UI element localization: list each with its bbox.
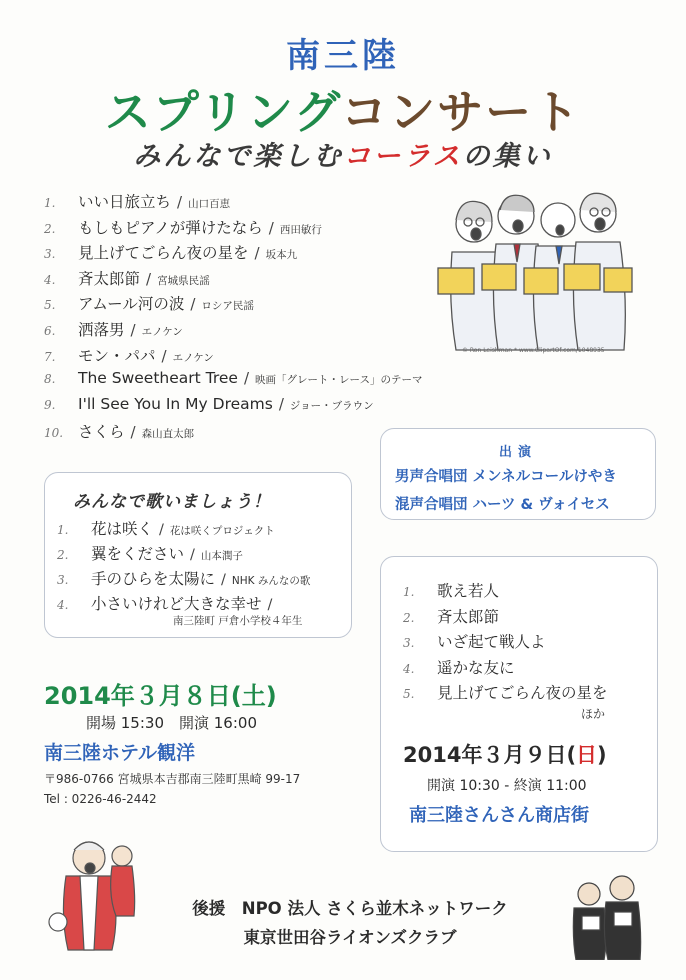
day2-song-item-song: 歌え若人 [437,582,500,600]
singer-illustration-left [46,826,138,952]
program-item-separator: / [130,423,136,442]
program-item [44,369,423,395]
program-item-number: 5. [44,298,56,313]
subtitle-after: の集い [462,141,553,172]
performer-1: 男声合唱団 メンネルコールけやき [395,469,617,485]
program-item-credit: 映画「グレート・レース」のテーマ [255,374,423,387]
day2-box [380,556,658,852]
program-item-song: モン・パパ [78,346,156,365]
program-item-number: 3. [44,247,56,262]
program-item-song: 斉太郎節 [78,269,141,288]
program-item-number: 7. [44,349,56,364]
program-item-separator: / [254,244,260,263]
program-item-separator: / [268,218,274,237]
performers-heading: 出演 [498,445,537,460]
program-item-song: いい日旅立ち [78,193,172,211]
program-item [44,292,423,318]
sing-along-item-number: 2. [57,548,69,562]
day1-date: 2014年３月８日(土) [44,682,277,710]
title-main [0,76,686,142]
subtitle-red: コーラス [343,141,463,172]
program-item-separator: / [177,193,183,211]
program-item [44,190,423,216]
sing-along-item-separator: / [190,547,195,563]
program-item-separator: / [190,295,196,314]
title-main-brown: コンサート [341,85,582,139]
program-item-number: 1. [44,196,56,210]
program-item [44,318,423,344]
day2-song-item-number: 1. [403,585,415,599]
sing-along-item-separator: / [221,572,226,588]
subtitle [0,134,686,173]
program-item-song: アムール河の波 [78,295,185,314]
sing-along-heading: みんなで歌いましょう！ [73,492,271,512]
day2-song-list [403,579,608,707]
program-item-credit: 坂本九 [265,249,298,262]
sing-along-item-separator: / [267,597,273,613]
day2-hoka: ほか [581,707,606,721]
day2-song-item [403,630,608,656]
program-item-number: 4. [44,272,56,287]
sing-along-item-number: 1. [57,523,69,537]
day2-song-item-song: いざ起て戦人よ [437,633,546,652]
program-list [44,190,423,446]
sing-along-item-credit: 山本潤子 [200,550,243,562]
performers-box [380,428,656,520]
sing-along-item-credit: 花は咲くプロジェクト [169,525,275,537]
sponsor-line-1: 後援 NPO 法人 さくら並木ネットワーク [192,899,508,918]
program-item-song: The Sweetheart Tree [78,369,238,388]
program-item-separator: / [278,394,284,413]
day2-song-item-song: 遥かな友に [437,658,515,677]
program-item-separator: / [146,269,152,288]
day2-song-item [403,579,608,605]
day2-date-suffix: ) [597,743,607,767]
sing-along-item-credit: NHK みんなの歌 [231,575,311,587]
sing-along-item-song: 手のひらを太陽に [91,570,216,588]
sing-along-box [44,472,352,638]
day2-song-item-number: 4. [403,661,415,676]
program-item [44,420,423,446]
program-item-credit: エノケン [141,325,183,338]
singer-illustration-right [568,868,644,960]
subtitle-before: みんなで楽しむ [133,141,344,172]
day2-date [403,739,607,769]
program-item [44,344,423,370]
day2-song-item-song: 見上げてごらん夜の星を [437,684,608,703]
sing-along-item [57,542,310,567]
program-item [44,241,423,267]
sing-along-item-song: 花は咲く [91,520,154,538]
program-item-number: 10. [44,426,64,441]
sing-along-item-number: 4. [57,598,69,612]
day2-venue: 南三陸さんさん商店街 [409,805,589,826]
day2-song-item-song: 斉太郎節 [437,607,500,626]
day2-song-item [403,656,608,682]
program-item-song: 洒落男 [78,320,125,339]
program-item-number: 6. [44,323,56,338]
program-item-separator: / [161,346,167,365]
day2-time: 開演 10:30 - 終演 11:00 [427,778,587,794]
day1-tel: Tel : 0226-46-2442 [44,792,157,806]
day2-song-item [403,681,608,707]
day1-venue: 南三陸ホテル観洋 [44,742,196,764]
sing-along-item-song: 小さいけれど大きな幸せ [91,595,262,613]
program-item-credit: ジョー・ブラウン [289,399,374,412]
program-item-song: さくら [78,423,125,442]
program-item-separator: / [243,369,250,388]
program-item-credit: 西田敏行 [279,223,322,236]
sing-along-item [57,567,310,592]
sponsor-line-2: 東京世田谷ライオンズクラブ [243,928,457,947]
sing-along-extra-credit: 南三陸町 戸倉小学校４年生 [173,615,303,627]
program-item-song: もしもピアノが弾けたなら [78,218,263,237]
day1-time: 開場 15:30 開演 16:00 [86,714,257,732]
sing-along-item-separator: / [159,522,164,538]
day2-song-item-number: 5. [403,687,415,702]
title-place: 南三陸 [286,36,400,76]
program-item [44,267,423,293]
sing-along-item-song: 翼をください [91,545,185,563]
sing-along-item-number: 3. [57,573,69,587]
program-item-credit: 山口百恵 [188,198,231,210]
day2-song-item [403,605,608,631]
day2-song-item-number: 2. [403,610,415,625]
program-item-song: I'll See You In My Dreams [78,394,273,413]
day2-song-item-number: 3. [403,636,415,651]
program-item-credit: ロシア民謡 [201,300,254,313]
program-item [44,216,423,242]
program-item-number: 9. [44,397,56,412]
program-item-song: 見上げてごらん夜の星を [78,244,249,263]
program-item [44,395,423,421]
day2-date-day: 日 [576,743,598,767]
day1-address: 〒986-0766 宮城県本吉郡南三陸町黒崎 99-17 [44,772,301,786]
program-item-credit: 森山直太郎 [141,428,195,441]
program-item-credit: エノケン [172,351,214,364]
sing-along-item [57,517,310,542]
performer-2: 混声合唱団 ハーツ & ヴォイセス [395,497,610,513]
choir-illustration [430,182,636,358]
program-item-number: 8. [44,372,56,387]
day2-date-prefix: 2014年３月９日( [403,743,577,767]
illustration-credit: © Ron Leishman * www.ClipartOf.com/1048935 [462,347,605,354]
program-item-number: 2. [44,221,56,236]
program-item-credit: 宮城県民謡 [157,274,210,287]
title-main-green: スプリング [104,85,342,139]
sing-along-list [57,517,310,617]
program-item-separator: / [130,320,136,339]
